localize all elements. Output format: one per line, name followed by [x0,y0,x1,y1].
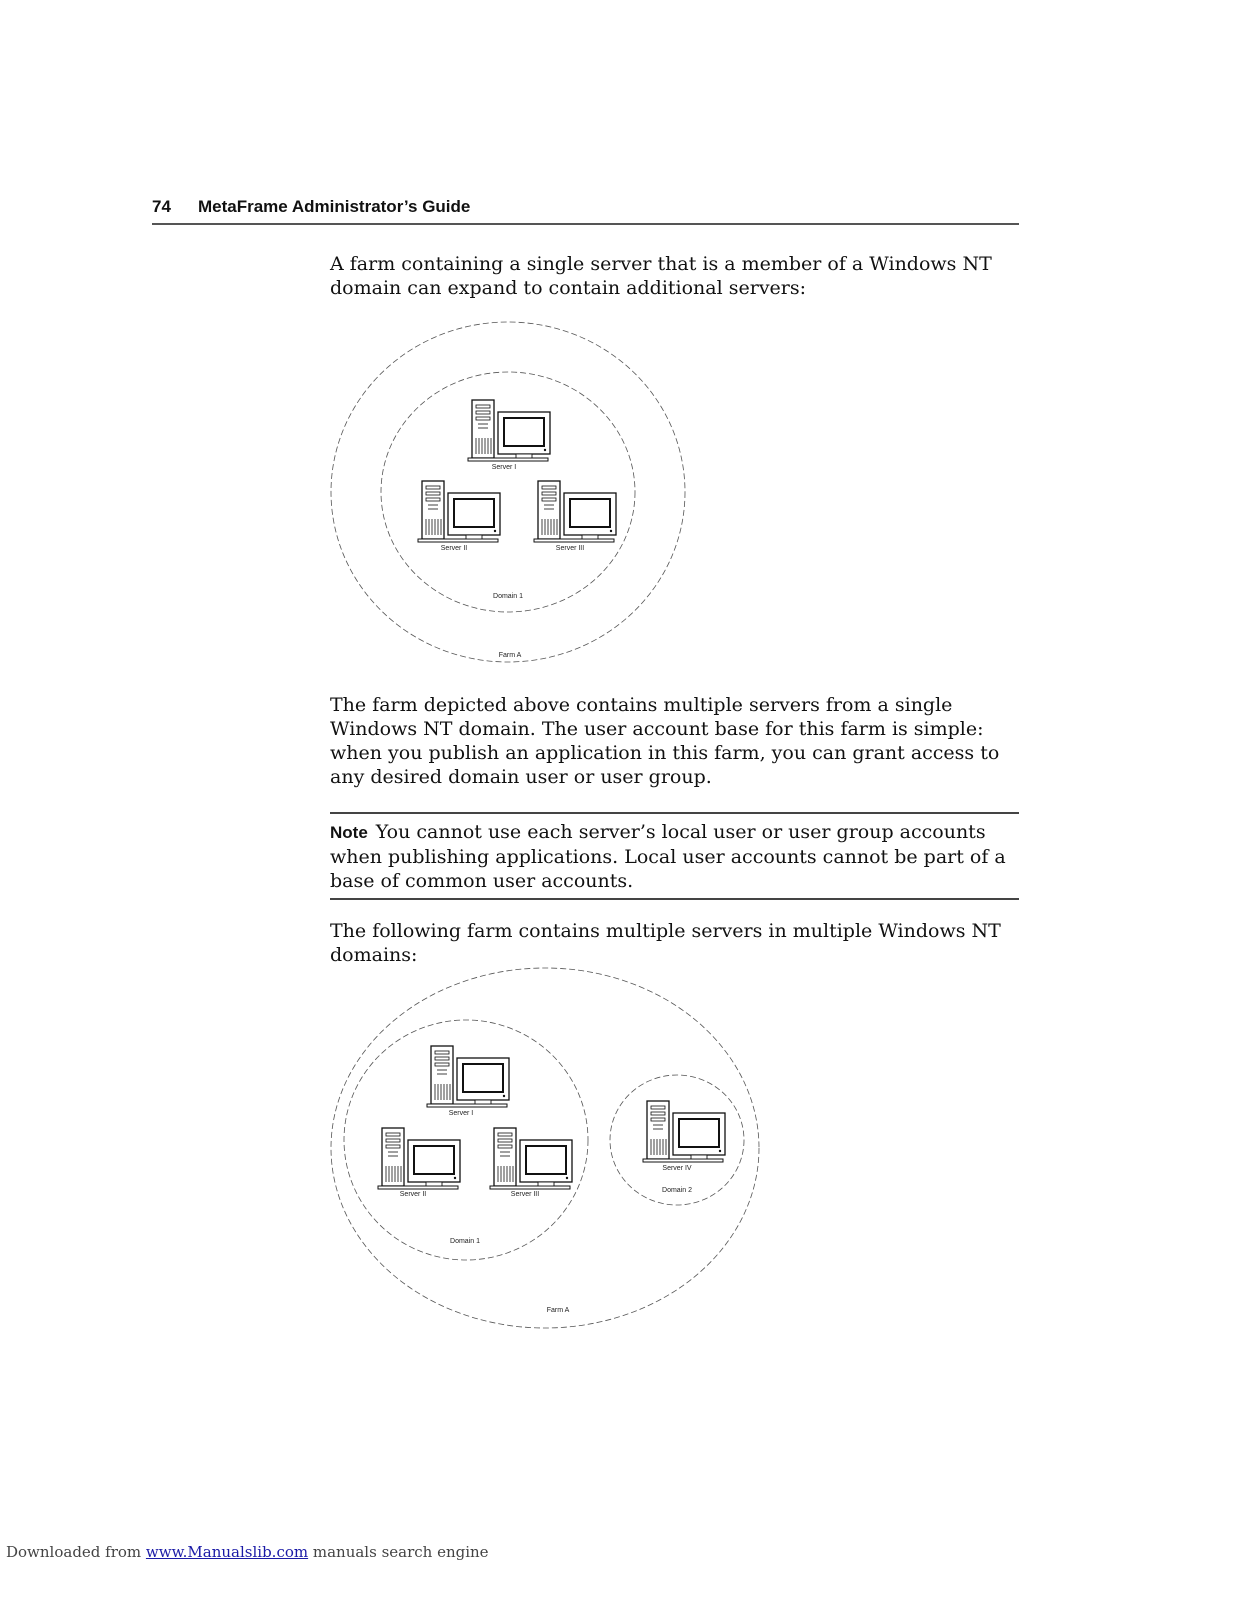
fig1-server-ii-label: Server II [440,545,468,552]
fig2-server-ii-label: Server II [399,1191,427,1198]
note-box [330,812,1019,900]
manualslib-link[interactable]: www.Manualslib.com [145,1543,309,1561]
fig1-server-i-label: Server I [491,464,517,471]
server-i-icon [427,1046,509,1107]
description-paragraph: The farm depicted above contains multiple servers from a single Windows NT domain. The user account base for this farm is simple: when you publish an application in this farm, you can grant access to any desired domain user or user group. [330,694,1000,788]
fig2-server-iii-label: Server III [510,1191,540,1198]
figure2-diagram [331,968,759,1328]
page-footer [6,1543,489,1561]
fig1-domain-label: Domain 1 [493,593,523,600]
note-label: Note [330,823,368,842]
fig2-server-iv-label: Server IV [662,1165,692,1172]
server-ii-icon [418,481,500,542]
fig2-domain-1-label: Domain 1 [450,1238,480,1245]
server-ii-icon [378,1128,460,1189]
figure1-diagram [331,322,685,662]
fig2-farm-label: Farm A [546,1307,570,1314]
footer-prefix: Downloaded from [6,1543,146,1561]
fig1-farm-label: Farm A [498,652,522,659]
domain-1-boundary [381,372,635,612]
farm-a-boundary [331,322,685,662]
intro-paragraph: A farm containing a single server that is a member of a Windows NT domain can expand to contain additional servers: [330,253,992,299]
fig2-server-i-label: Server I [448,1110,474,1117]
running-title: MetaFrame Administrator’s Guide [198,197,471,216]
second-intro-paragraph: The following farm contains multiple servers in multiple Windows NT domains: [330,920,1001,966]
server-iii-icon [534,481,616,542]
server-iii-icon [490,1128,572,1189]
footer-suffix: manuals search engine [308,1543,489,1561]
page-number: 74 [152,197,171,216]
fig2-domain-2-label: Domain 2 [662,1187,692,1194]
fig1-server-iii-label: Server III [555,545,585,552]
note-text: You cannot use each server’s local user or user group accounts when publishing applications. Local user accounts cannot be part of a base of common user accounts. [330,821,1006,892]
server-i-icon [468,400,550,461]
server-iv-icon [643,1101,725,1162]
